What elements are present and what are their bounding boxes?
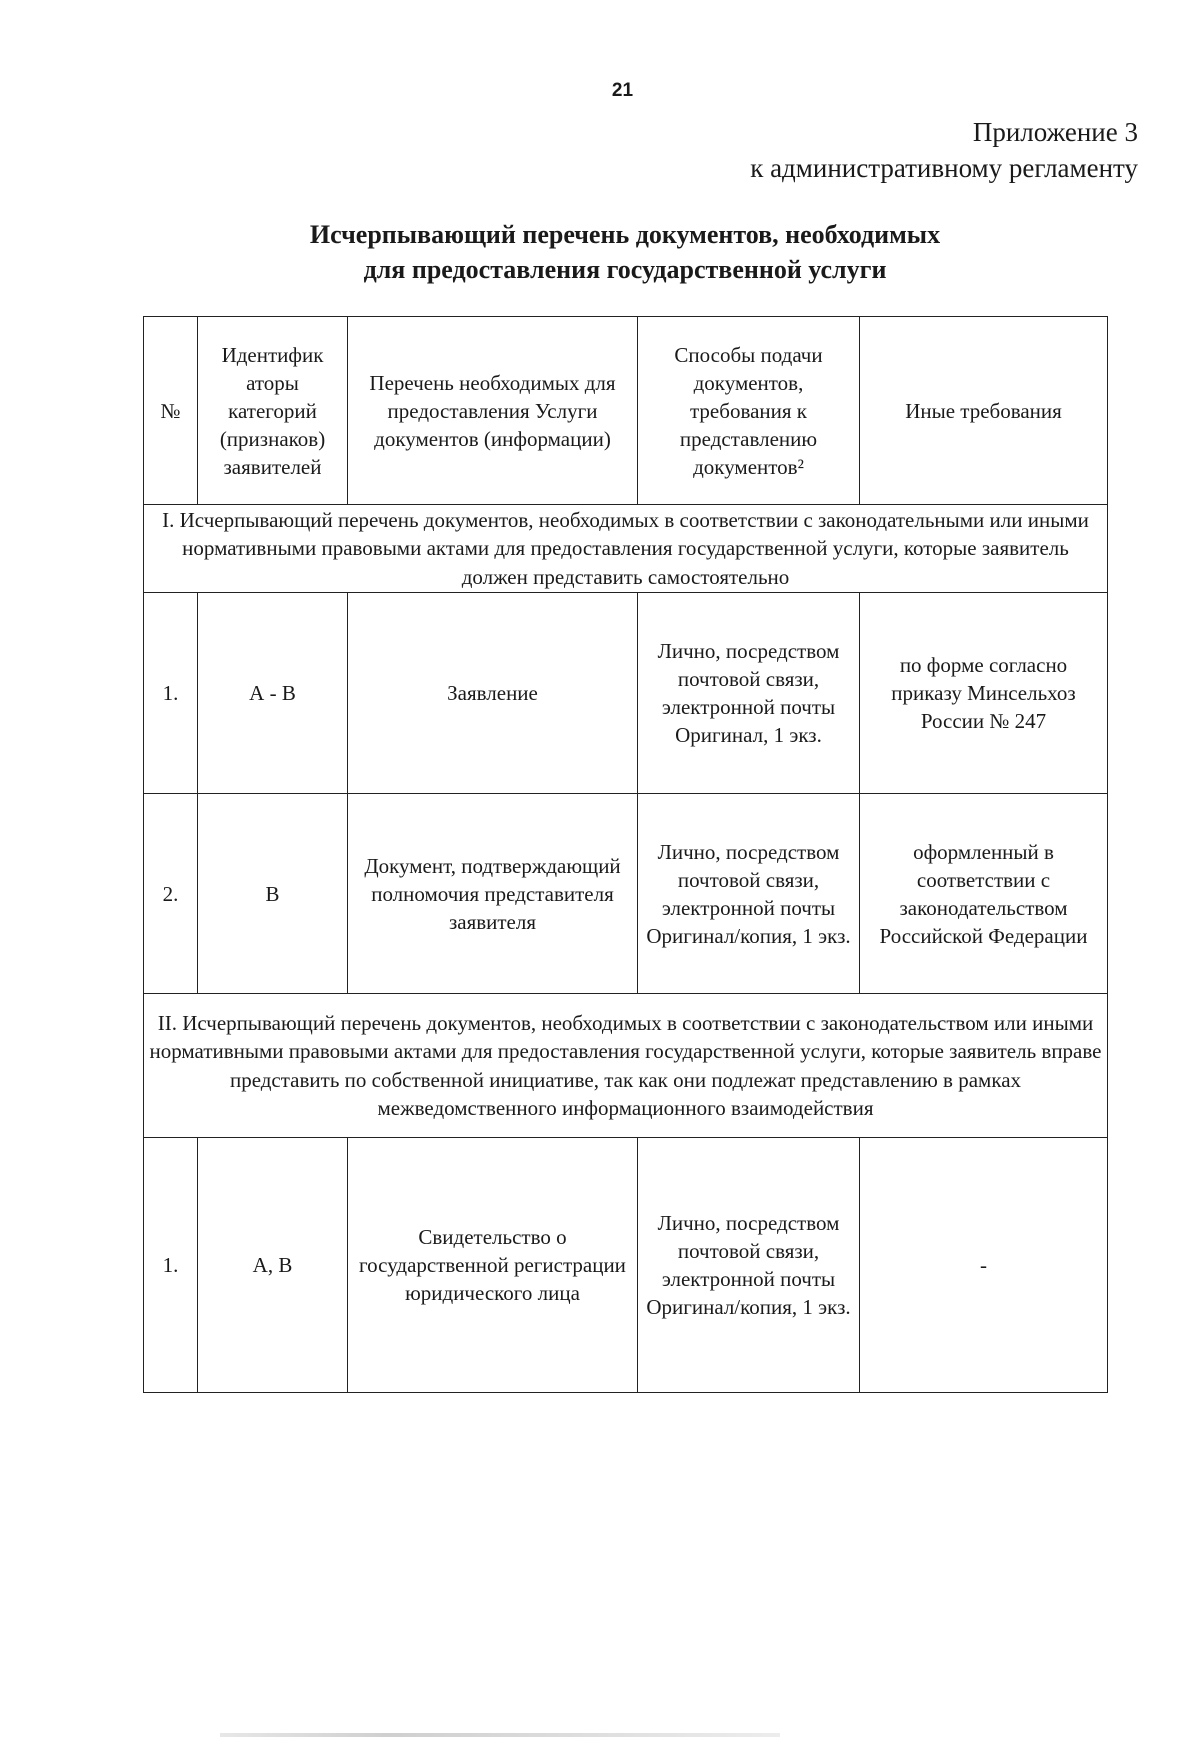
table-row [144, 593, 1108, 794]
row-methods: Лично, посредством почтовой связи, электронной почты Оригинал/копия, 1 экз. [638, 1138, 860, 1393]
row-other: по форме согласно приказу Минсельхоз России № 247 [860, 593, 1108, 794]
row-identifiers: В [198, 794, 348, 994]
documents-table [143, 316, 1108, 1393]
table-row [144, 1138, 1108, 1393]
row-document: Документ, подтверждающий полномочия представителя заявителя [348, 794, 638, 994]
table-row [144, 794, 1108, 994]
table-header-row [144, 317, 1108, 505]
row-document: Заявление [348, 593, 638, 794]
header-documents: Перечень необходимых для предоставления Услуги документов (информации) [348, 317, 638, 505]
title-line-2: для предоставления государственной услуги [363, 255, 887, 284]
row-identifiers: А - В [198, 593, 348, 794]
row-num: 2. [144, 794, 198, 994]
row-methods: Лично, посредством почтовой связи, электронной почты Оригинал, 1 экз. [638, 593, 860, 794]
row-num: 1. [144, 593, 198, 794]
row-other: оформленный в соответствии с законодательством Российской Федерации [860, 794, 1108, 994]
header-identifiers: Идентифик аторы категорий (признаков) заявителей [198, 317, 348, 505]
section-2-heading: II. Исчерпывающий перечень документов, необходимых в соответствии с законодательством или иными нормативными правовыми актами для предоставления государственной услуги, которые заявитель вправе представить по собственной инициативе, так как они подлежат представлению в рамках межведомственного информационного взаимодействия [144, 994, 1108, 1138]
row-document: Свидетельство о государственной регистрации юридического лица [348, 1138, 638, 1393]
row-identifiers: А, В [198, 1138, 348, 1393]
scan-artifact [220, 1733, 780, 1737]
section-1-row [144, 505, 1108, 593]
header-other: Иные требования [860, 317, 1108, 505]
appendix-line-1: Приложение 3 [972, 117, 1138, 147]
document-title [0, 217, 1200, 287]
header-num: № [144, 317, 198, 505]
page-number: 21 [611, 80, 634, 101]
row-num: 1. [144, 1138, 198, 1393]
title-line-1: Исчерпывающий перечень документов, необходимых [309, 220, 941, 249]
row-methods: Лично, посредством почтовой связи, электронной почты Оригинал/копия, 1 экз. [638, 794, 860, 994]
header-methods: Способы подачи документов, требования к представлению документов² [638, 317, 860, 505]
appendix-line-2: к административному регламенту [750, 153, 1138, 183]
appendix-reference [750, 114, 1138, 186]
row-other: - [860, 1138, 1108, 1393]
section-2-row [144, 994, 1108, 1138]
section-1-heading: I. Исчерпывающий перечень документов, необходимых в соответствии с законодательными или иными нормативными правовыми актами для предоставления государственной услуги, которые заявитель должен представить самостоятельно [144, 505, 1108, 593]
